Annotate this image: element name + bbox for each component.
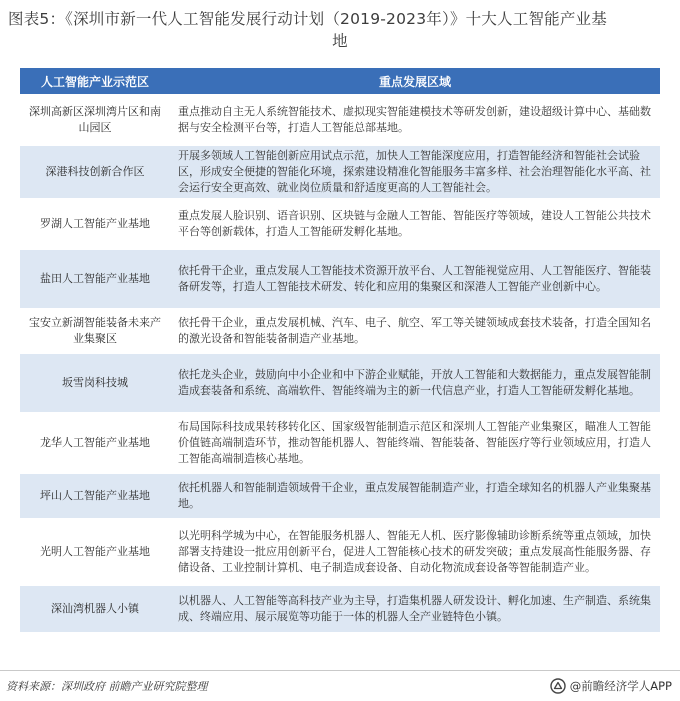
zone-cell: 坂雪岗科技城 — [20, 353, 170, 413]
title-line-2: 地 — [332, 32, 348, 50]
table-row — [20, 95, 660, 145]
zone-cell: 宝安立新湖智能装备未来产业集聚区 — [20, 309, 170, 353]
focus-cell: 开展多领域人工智能创新应用试点示范，加快人工智能深度应用，打造智能经济和智能社会试验区，形成安全便捷的智能化环境，探索建设精准化智能服务丰富多样、社会治理智能化水平高、社会运行安全更高效、就业岗位质量和舒适度更高的人工智能社会。 — [170, 145, 660, 199]
table-row — [20, 473, 660, 519]
focus-cell: 以光明科学城为中心，在智能服务机器人、智能无人机、医疗影像辅助诊断系统等重点领域，加快部署支持建设一批应用创新平台，促进人工智能核心技术的研发突破；重点发展高性能服务器、存储设备、工业控制计算机、电子制造成套设备、自动化物流成套设备等智能制造产业。 — [170, 519, 660, 585]
focus-cell: 依托机器人和智能制造领域骨干企业，重点发展智能制造产业，打造全球知名的机器人产业集聚基地。 — [170, 473, 660, 519]
zone-cell: 深汕湾机器人小镇 — [20, 585, 170, 633]
focus-cell: 布局国际科技成果转移转化区、国家级智能制造示范区和深圳人工智能产业集聚区，瞄准人工智能价值链高端制造环节，推动智能机器人、智能终端、智能装备、智能医疗等行业领域应用，打造人工智能高端制造核心基地。 — [170, 413, 660, 473]
table-row — [20, 145, 660, 199]
table-row — [20, 585, 660, 633]
source-note: 资料来源：深圳政府 前瞻产业研究院整理 — [6, 680, 208, 693]
focus-cell: 依托骨干企业，重点发展机械、汽车、电子、航空、军工等关键领域成套技术装备，打造全国知名的激光设备和智能装备制造产业基地。 — [170, 309, 660, 353]
table-row — [20, 519, 660, 585]
zone-cell: 龙华人工智能产业基地 — [20, 413, 170, 473]
brand-mark — [550, 676, 672, 696]
focus-cell: 重点发展人脸识别、语音识别、区块链与金融人工智能、智能医疗等领域，建设人工智能公共技术平台等创新载体，打造人工智能研发孵化基地。 — [170, 199, 660, 249]
table-row — [20, 353, 660, 413]
table-row — [20, 249, 660, 309]
zone-cell: 深圳高新区深圳湾片区和南山园区 — [20, 95, 170, 145]
industry-base-table — [20, 68, 660, 634]
zone-cell: 光明人工智能产业基地 — [20, 519, 170, 585]
zone-cell: 坪山人工智能产业基地 — [20, 473, 170, 519]
zone-cell: 盐田人工智能产业基地 — [20, 249, 170, 309]
chart-title — [8, 8, 672, 52]
zone-cell: 罗湖人工智能产业基地 — [20, 199, 170, 249]
table-row — [20, 413, 660, 473]
zone-cell: 深港科技创新合作区 — [20, 145, 170, 199]
header-focus-area: 重点发展区域 — [170, 68, 660, 95]
focus-cell: 依托骨干企业，重点发展人工智能技术资源开放平台、人工智能视觉应用、人工智能医疗、智能装备研发等，打造人工智能技术研发、转化和应用的集聚区和深港人工智能产业创新中心。 — [170, 249, 660, 309]
table-header-row — [20, 68, 660, 95]
footer — [0, 670, 680, 701]
brand-label: @前瞻经济学人APP — [569, 679, 672, 693]
header-zone: 人工智能产业示范区 — [20, 68, 170, 95]
focus-cell: 依托龙头企业，鼓励向中小企业和中下游企业赋能，开放人工智能和大数据能力，重点发展智能制造成套装备和系统、高端软件、智能终端为主的新一代信息产业，打造人工智能研发孵化基地。 — [170, 353, 660, 413]
table-row — [20, 199, 660, 249]
title-line-1: 图表5：《深圳市新一代人工智能发展行动计划（2019-2023年）》十大人工智能产业基 — [8, 10, 607, 28]
focus-cell: 重点推动自主无人系统智能技术、虚拟现实智能建模技术等研发创新，建设超级计算中心、基础数据与安全检测平台等，打造人工智能总部基地。 — [170, 95, 660, 145]
qianzhan-logo-icon — [550, 678, 566, 694]
focus-cell: 以机器人、人工智能等高科技产业为主导，打造集机器人研发设计、孵化加速、生产制造、系统集成、终端应用、展示展览等功能于一体的机器人全产业链特色小镇。 — [170, 585, 660, 633]
table-row — [20, 309, 660, 353]
